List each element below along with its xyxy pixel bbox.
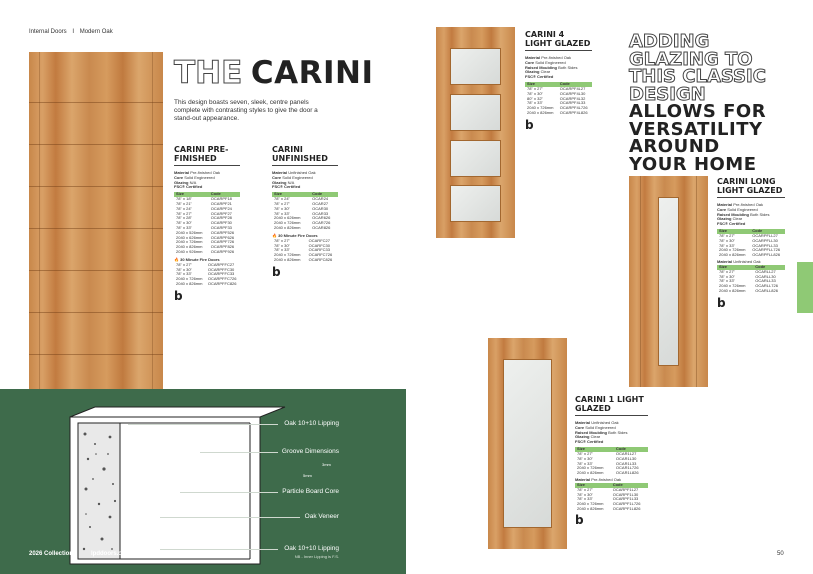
table-cell: 78" x 30" <box>176 266 192 272</box>
table-cell: OCARPF33 <box>210 224 232 230</box>
table-row <box>272 226 338 231</box>
table-cell: OCARPF1L27 <box>612 486 639 492</box>
groove-small-dimension: 3mm <box>322 462 331 467</box>
title-bold-text: CARINI <box>250 55 374 91</box>
spec-line: Raised Moulding Both Sides <box>575 429 628 435</box>
table-cell: 78" x 33" <box>719 278 735 284</box>
table-cell: 2040 x 826mm <box>274 224 301 230</box>
table-header: Code <box>558 82 592 87</box>
one-light-section <box>575 396 648 526</box>
brand-b-icon: b <box>717 295 726 310</box>
one-light-specs <box>575 421 648 445</box>
title-outline-text: THE <box>174 55 243 91</box>
table-cell: 78" x 27" <box>176 210 192 216</box>
table-cell: OCAR1L33 <box>615 460 637 466</box>
table-cell: 78" x 33" <box>719 242 735 248</box>
table-cell: OCAR1L826 <box>615 470 639 476</box>
prefinished-fire-table <box>174 263 240 287</box>
table-header: Code <box>750 229 785 234</box>
table-cell: 2040 x 826mm <box>577 505 604 511</box>
table-cell: OCARPF4L33 <box>559 100 586 106</box>
table-cell: 78" x 30" <box>577 491 593 497</box>
table-cell: OCARPF18 <box>210 196 232 202</box>
section-tab <box>797 262 813 313</box>
table-cell: 78" x 27" <box>176 261 192 267</box>
spec-line: Core Solid Engineered <box>525 59 566 65</box>
spec-line: Glazing Clear <box>575 434 601 440</box>
four-light-section <box>525 31 592 131</box>
breadcrumb-subsection: Modern Oak <box>79 29 113 35</box>
table-cell: OCARPFFC726 <box>207 276 237 282</box>
table-cell: OCAR1L726 <box>615 465 639 471</box>
spec-line: Glazing N/A <box>272 179 295 185</box>
spec-line: Glazing Clear <box>717 216 743 222</box>
table-cell: 2040 x 826mm <box>527 109 554 115</box>
lipping-note: NB - Inner Lipping is F.S. <box>294 554 339 559</box>
table-cell: 2040 x 826mm <box>176 280 203 286</box>
table-cell: 2040 x 926mm <box>176 248 203 254</box>
door-cutaway-illustration <box>0 389 406 574</box>
table-cell: OCARPF1L33 <box>612 496 639 502</box>
table-cell: 78" x 30" <box>274 205 290 211</box>
spec-line: Material Unfinished Oak <box>272 170 316 175</box>
table-cell: OCARPFFC27 <box>207 261 235 267</box>
table-cell: OCARPFLL33 <box>752 242 778 248</box>
table-cell: OCARPFFC826 <box>207 280 237 286</box>
veneer-label: Oak Veneer <box>304 513 339 520</box>
table-cell: OCARPF726 <box>210 239 235 245</box>
headline-outline: ADDING GLAZING TO THIS CLASSIC DESIGN <box>629 31 766 105</box>
table-header: Code <box>614 447 648 452</box>
core-label: Particle Board Core <box>282 488 339 495</box>
unfinished-section <box>272 146 338 278</box>
table-cell: OCAR24 <box>312 196 329 202</box>
table-cell: OCARLL27 <box>755 268 776 274</box>
table-cell: 2040 x 826mm <box>719 287 746 293</box>
table-cell: 2040 x 526mm <box>176 229 203 235</box>
table-cell: 78" x 24" <box>176 205 192 211</box>
table-cell: OCARFC33 <box>308 247 330 253</box>
table-cell: 78" x 30" <box>527 90 543 96</box>
table-cell: OCAR30 <box>312 205 329 211</box>
four-light-table <box>525 82 592 116</box>
website-link[interactable]: lpddoors.co.uk <box>91 551 135 557</box>
table-cell: 78" x 33" <box>577 496 593 502</box>
table-cell: OCARPF826 <box>210 244 235 250</box>
table-cell: OCARPFLL726 <box>752 247 781 253</box>
long-light-title: CARINI LONG LIGHT GLAZED <box>717 178 785 198</box>
table-cell: 2040 x 726mm <box>527 105 554 111</box>
page-number: 50 <box>777 551 784 557</box>
spec-line: FSC® Certified <box>174 184 203 190</box>
table-cell: OCARPF4L32 <box>559 95 586 101</box>
table-cell: OCARPF526 <box>210 229 235 235</box>
table-header: Size <box>575 483 611 488</box>
spec-line: Glazing N/A <box>174 179 197 185</box>
table-cell: OCAR826 <box>312 224 331 230</box>
table-row <box>717 253 785 258</box>
table-cell: 2040 x 826mm <box>274 256 301 262</box>
spec-line: Material Pre-finished Oak <box>525 55 572 60</box>
table-cell: OCARPF27 <box>210 210 232 216</box>
breadcrumb-section: Internal Doors <box>29 29 67 35</box>
spec-line: FSC® Certified <box>717 221 746 227</box>
table-cell: 78" x 33" <box>176 224 192 230</box>
table-header: Code <box>753 265 785 270</box>
headline <box>629 33 779 173</box>
four-light-title: CARINI 4 LIGHT GLAZED <box>525 31 592 51</box>
table-cell: 78" x 30" <box>176 220 192 226</box>
spec-line: Raised Moulding Both Sides <box>525 64 578 70</box>
table-cell: OCARPF24 <box>210 205 232 211</box>
one-light-table-prefinished <box>575 483 648 512</box>
carini-door-image <box>29 52 163 402</box>
four-light-door-image <box>436 27 515 238</box>
table-cell: OCARPF1L30 <box>612 491 639 497</box>
table-cell: 78" x 27" <box>719 268 735 274</box>
table-cell: 2040 x 826mm <box>719 252 746 258</box>
headline-bold: ALLOWS FOR VERSATILITY AROUND YOUR HOME <box>629 101 767 175</box>
spec-line: Material Pre-finished Oak <box>174 170 221 175</box>
table-cell: 2040 x 726mm <box>719 247 746 253</box>
table-cell: OCARPF626 <box>210 234 235 240</box>
table-header: Code <box>310 192 338 197</box>
table-cell: 2040 x 726mm <box>274 252 301 258</box>
table-cell: OCARPF1L826 <box>612 505 641 511</box>
table-cell: 78" x 33" <box>577 460 593 466</box>
table-row <box>525 111 592 116</box>
table-cell: 78" x 27" <box>274 200 290 206</box>
long-light-table-unfinished <box>717 265 785 294</box>
table-cell: 78" x 27" <box>719 232 735 238</box>
table-cell: 2040 x 626mm <box>176 234 203 240</box>
table-cell: 78" x 33" <box>176 271 192 277</box>
table-row <box>575 471 648 476</box>
table-row <box>575 507 648 512</box>
table-cell: 78" x 30" <box>577 455 593 461</box>
brand-b-icon: b <box>174 288 183 303</box>
spec-line: Core Solid Engineered <box>174 174 215 180</box>
long-light-door-image <box>629 176 708 387</box>
table-cell: 2040 x 626mm <box>274 215 301 221</box>
one-light-sub-material: Material Pre-finished Oak <box>575 476 622 482</box>
table-cell: 2040 x 726mm <box>176 239 203 245</box>
table-cell: 78" x 18" <box>176 196 192 202</box>
table-cell: OCARFC826 <box>308 256 333 262</box>
spec-line: FSC® Certified <box>525 74 554 80</box>
unfinished-specs <box>272 171 338 190</box>
table-cell: 78" x 30" <box>719 237 735 243</box>
one-light-door-image <box>488 338 567 549</box>
table-cell: OCAR1L30 <box>615 455 637 461</box>
spec-line: Material Pre-finished Oak <box>717 202 764 207</box>
table-cell: 78" x 27" <box>577 450 593 456</box>
table-header: Size <box>525 82 558 87</box>
table-cell: OCARPF21 <box>210 200 232 206</box>
one-light-table <box>575 447 648 476</box>
table-cell: OCARPF28 <box>210 215 232 221</box>
table-cell: OCARFC726 <box>308 252 333 258</box>
long-light-table <box>717 229 785 258</box>
unfinished-fire-table <box>272 239 338 263</box>
table-cell: OCAR626 <box>312 215 331 221</box>
table-cell: 2040 x 726mm <box>719 283 746 289</box>
prefinished-fire-label: 🔥 30 Minute Fire Doors <box>174 256 220 262</box>
table-cell: OCARFC30 <box>308 242 330 248</box>
table-row <box>174 282 240 287</box>
table-row <box>272 258 338 263</box>
table-cell: 78" x 33" <box>274 247 290 253</box>
table-cell: OCARPF4L30 <box>559 90 586 96</box>
prefinished-table <box>174 192 240 255</box>
table-cell: 78" x 33" <box>274 210 290 216</box>
table-header: Size <box>575 447 614 452</box>
table-cell: 78" x 27" <box>527 85 543 91</box>
table-cell: OCARPFLL30 <box>752 237 778 243</box>
collection-label: 2026 Collection <box>29 551 74 557</box>
intro-text: This design boasts seven, sleek, centre panels complete with contrasting styles to give the door a stand-out appearance. <box>174 99 318 122</box>
table-cell: 78" x 30" <box>719 273 735 279</box>
table-cell: OCARPFLL826 <box>752 252 781 258</box>
table-cell: 80" x 32" <box>527 95 543 101</box>
table-cell: OCARPFFC30 <box>207 266 235 272</box>
prefinished-specs <box>174 171 240 190</box>
table-cell: OCARPF1L726 <box>612 501 641 507</box>
table-cell: OCARPF30 <box>210 220 232 226</box>
spec-line: Glazing Clear <box>525 69 551 75</box>
table-cell: OCARPF4L27 <box>559 85 586 91</box>
table-cell: OCAR33 <box>312 210 329 216</box>
table-cell: OCARPF4L726 <box>559 105 588 111</box>
table-cell: OCARPFFC33 <box>207 271 235 277</box>
spec-line: FSC® Certified <box>575 439 604 445</box>
long-light-specs <box>717 203 785 227</box>
table-cell: 78" x 28" <box>176 215 192 221</box>
spec-line: Core Solid Engineered <box>575 424 616 430</box>
long-light-sub-material: Material Unfinished Oak <box>717 258 761 264</box>
table-cell: OCARLL726 <box>755 283 778 289</box>
four-light-specs <box>525 56 592 80</box>
table-header: Size <box>717 265 753 270</box>
table-cell: OCARLL30 <box>755 273 776 279</box>
spec-line: Raised Moulding Both Sides <box>717 211 770 217</box>
unfinished-fire-label: 🔥 30 Minute Fire Doors <box>272 232 318 238</box>
table-cell: 2040 x 826mm <box>577 470 604 476</box>
brand-b-icon: b <box>272 264 281 279</box>
table-cell: 2040 x 726mm <box>577 501 604 507</box>
table-cell: OCARPF4L826 <box>559 109 588 115</box>
table-cell: OCARPFLL27 <box>752 232 778 238</box>
spec-line: Material Unfinished Oak <box>575 420 619 425</box>
lipping-label-bottom: Oak 10+10 Lipping <box>284 545 339 552</box>
lipping-label-top: Oak 10+10 Lipping <box>284 420 339 427</box>
breadcrumb <box>29 29 113 35</box>
table-cell: OCAR27 <box>312 200 329 206</box>
groove-large-dimension: 5mm <box>303 473 312 478</box>
construction-diagram-panel <box>0 389 406 574</box>
table-cell: OCARPF926 <box>210 248 235 254</box>
table-cell: 78" x 27" <box>577 486 593 492</box>
table-header: Size <box>272 192 310 197</box>
table-header: Code <box>611 483 648 488</box>
table-cell: OCAR1L27 <box>615 450 637 456</box>
table-cell: 2040 x 726mm <box>577 465 604 471</box>
prefinished-section <box>174 146 240 302</box>
prefinished-title: CARINI PRE-FINISHED <box>174 146 240 166</box>
breadcrumb-divider: I <box>72 29 75 35</box>
table-cell: 2040 x 726mm <box>274 220 301 226</box>
table-cell: 78" x 21" <box>176 200 192 206</box>
table-cell: 78" x 24" <box>274 196 290 202</box>
table-cell: 78" x 33" <box>527 100 543 106</box>
table-cell: 2040 x 826mm <box>176 244 203 250</box>
table-row <box>174 250 240 255</box>
groove-label: Groove Dimensions <box>281 448 339 455</box>
spec-line: Core Solid Engineered <box>717 206 758 212</box>
table-cell: 78" x 30" <box>274 242 290 248</box>
unfinished-title: CARINI UNFINISHED <box>272 146 338 166</box>
brand-b-icon: b <box>525 117 534 132</box>
spec-line: FSC® Certified <box>272 184 301 190</box>
table-row <box>717 289 785 294</box>
unfinished-table <box>272 192 338 231</box>
table-cell: 2040 x 726mm <box>176 276 203 282</box>
one-light-title: CARINI 1 LIGHT GLAZED <box>575 396 648 416</box>
brand-b-icon: b <box>575 512 584 527</box>
table-cell: OCARLL33 <box>755 278 776 284</box>
table-header: Code <box>209 192 240 197</box>
table-cell: 78" x 27" <box>274 237 290 243</box>
table-cell: OCAR726 <box>312 220 331 226</box>
page-title <box>174 56 374 90</box>
spec-line: Core Solid Engineered <box>272 174 313 180</box>
table-header: Size <box>717 229 750 234</box>
long-light-section <box>717 178 785 309</box>
table-cell: OCARFC27 <box>308 237 330 243</box>
table-header: Size <box>174 192 209 197</box>
table-cell: OCARLL826 <box>755 287 778 293</box>
